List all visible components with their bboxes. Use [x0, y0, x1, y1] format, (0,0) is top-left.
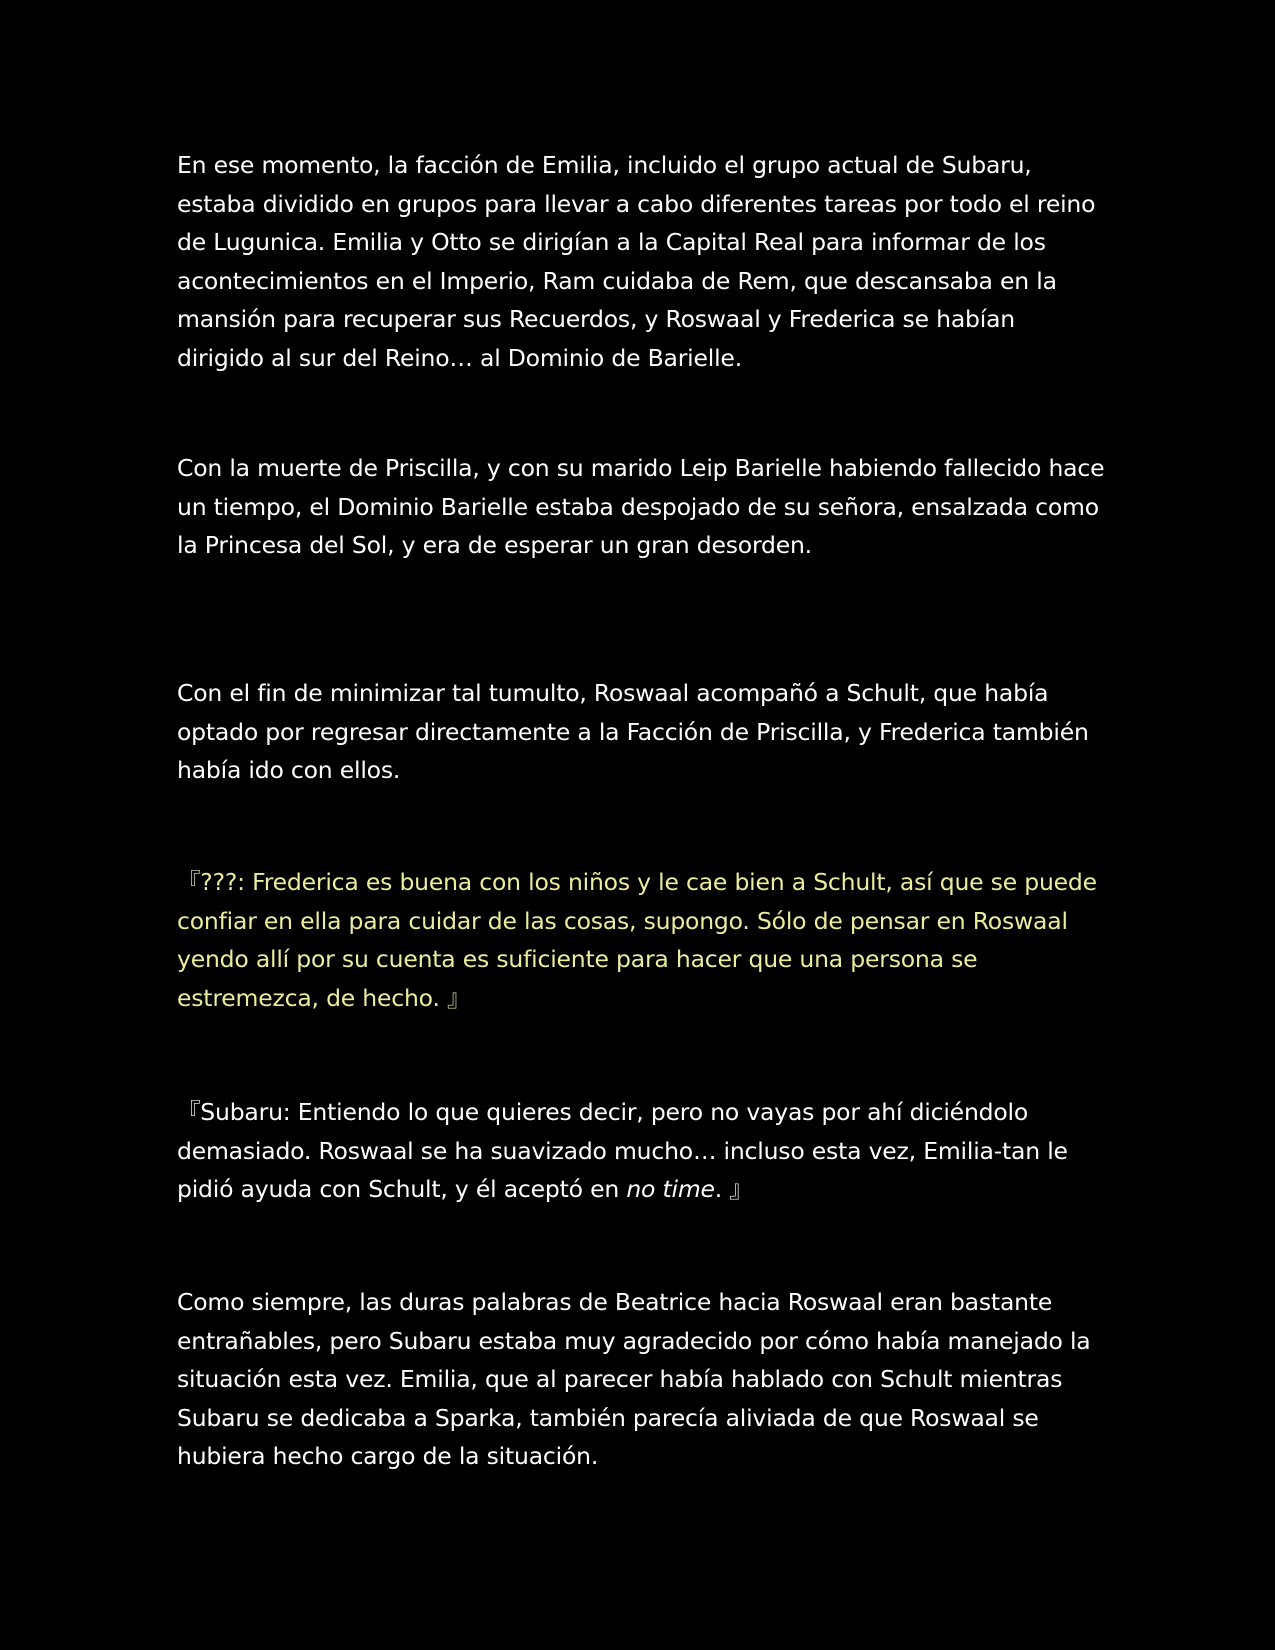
narration-paragraph: En ese momento, la facción de Emilia, incluido el grupo actual de Subaru, estaba dividido en grupos para llevar a cabo diferentes tareas por todo el reino de Lugunica. Emilia y Otto se dirigían a la Capital Real para informar de los acontecimientos en el Imperio, Ram cuidaba de Rem, que descansaba en la mansión para recuperar sus Recuerdos, y Roswaal y Frederica se habían dirigido al sur del Reino… al Dominio de Barielle.	[177, 151, 1096, 372]
thought-dialogue-paragraph: 『???: Frederica es buena con los niños y le cae bien a Schult, así que se puede confiar en ella para cuidar de las cosas, supongo. Sólo de pensar en Roswaal yendo allí por su cuenta es suficiente para hacer que una persona se estremezca, de hecho. 』	[177, 868, 1097, 1012]
narration-paragraph: Con el fin de minimizar tal tumulto, Roswaal acompañó a Schult, que había optado por regresar directamente a la Facción de Priscilla, y Frederica también había ido con ellos.	[177, 679, 1089, 784]
subaru-dialogue-paragraph	[177, 1093, 1107, 1209]
dialogue-text-end: . 』	[714, 1175, 753, 1203]
dialogue-italic-text: no time	[626, 1175, 715, 1203]
dialogue-text: 『Subaru: Entiendo lo que quieres decir, pero no vayas por ahí diciéndolo demasiado. Roswaal se ha suavizado mucho… incluso esta vez, Emilia-tan le pidió ayuda con Schult, y él aceptó en	[177, 1098, 1068, 1203]
narration-paragraph: Con la muerte de Priscilla, y con su marido Leip Barielle habiendo fallecido hace un tiempo, el Dominio Barielle estaba despojado de su señora, ensalzada como la Princesa del Sol, y era de esperar un gran desorden.	[177, 454, 1105, 559]
narration-paragraph: Como siempre, las duras palabras de Beatrice hacia Roswaal eran bastante entrañables, pero Subaru estaba muy agradecido por cómo había manejado la situación esta vez. Emilia, que al parecer había hablado con Schult mientras Subaru se dedicaba a Sparka, también parecía aliviada de que Roswaal se hubiera hecho cargo de la situación.	[177, 1288, 1091, 1470]
